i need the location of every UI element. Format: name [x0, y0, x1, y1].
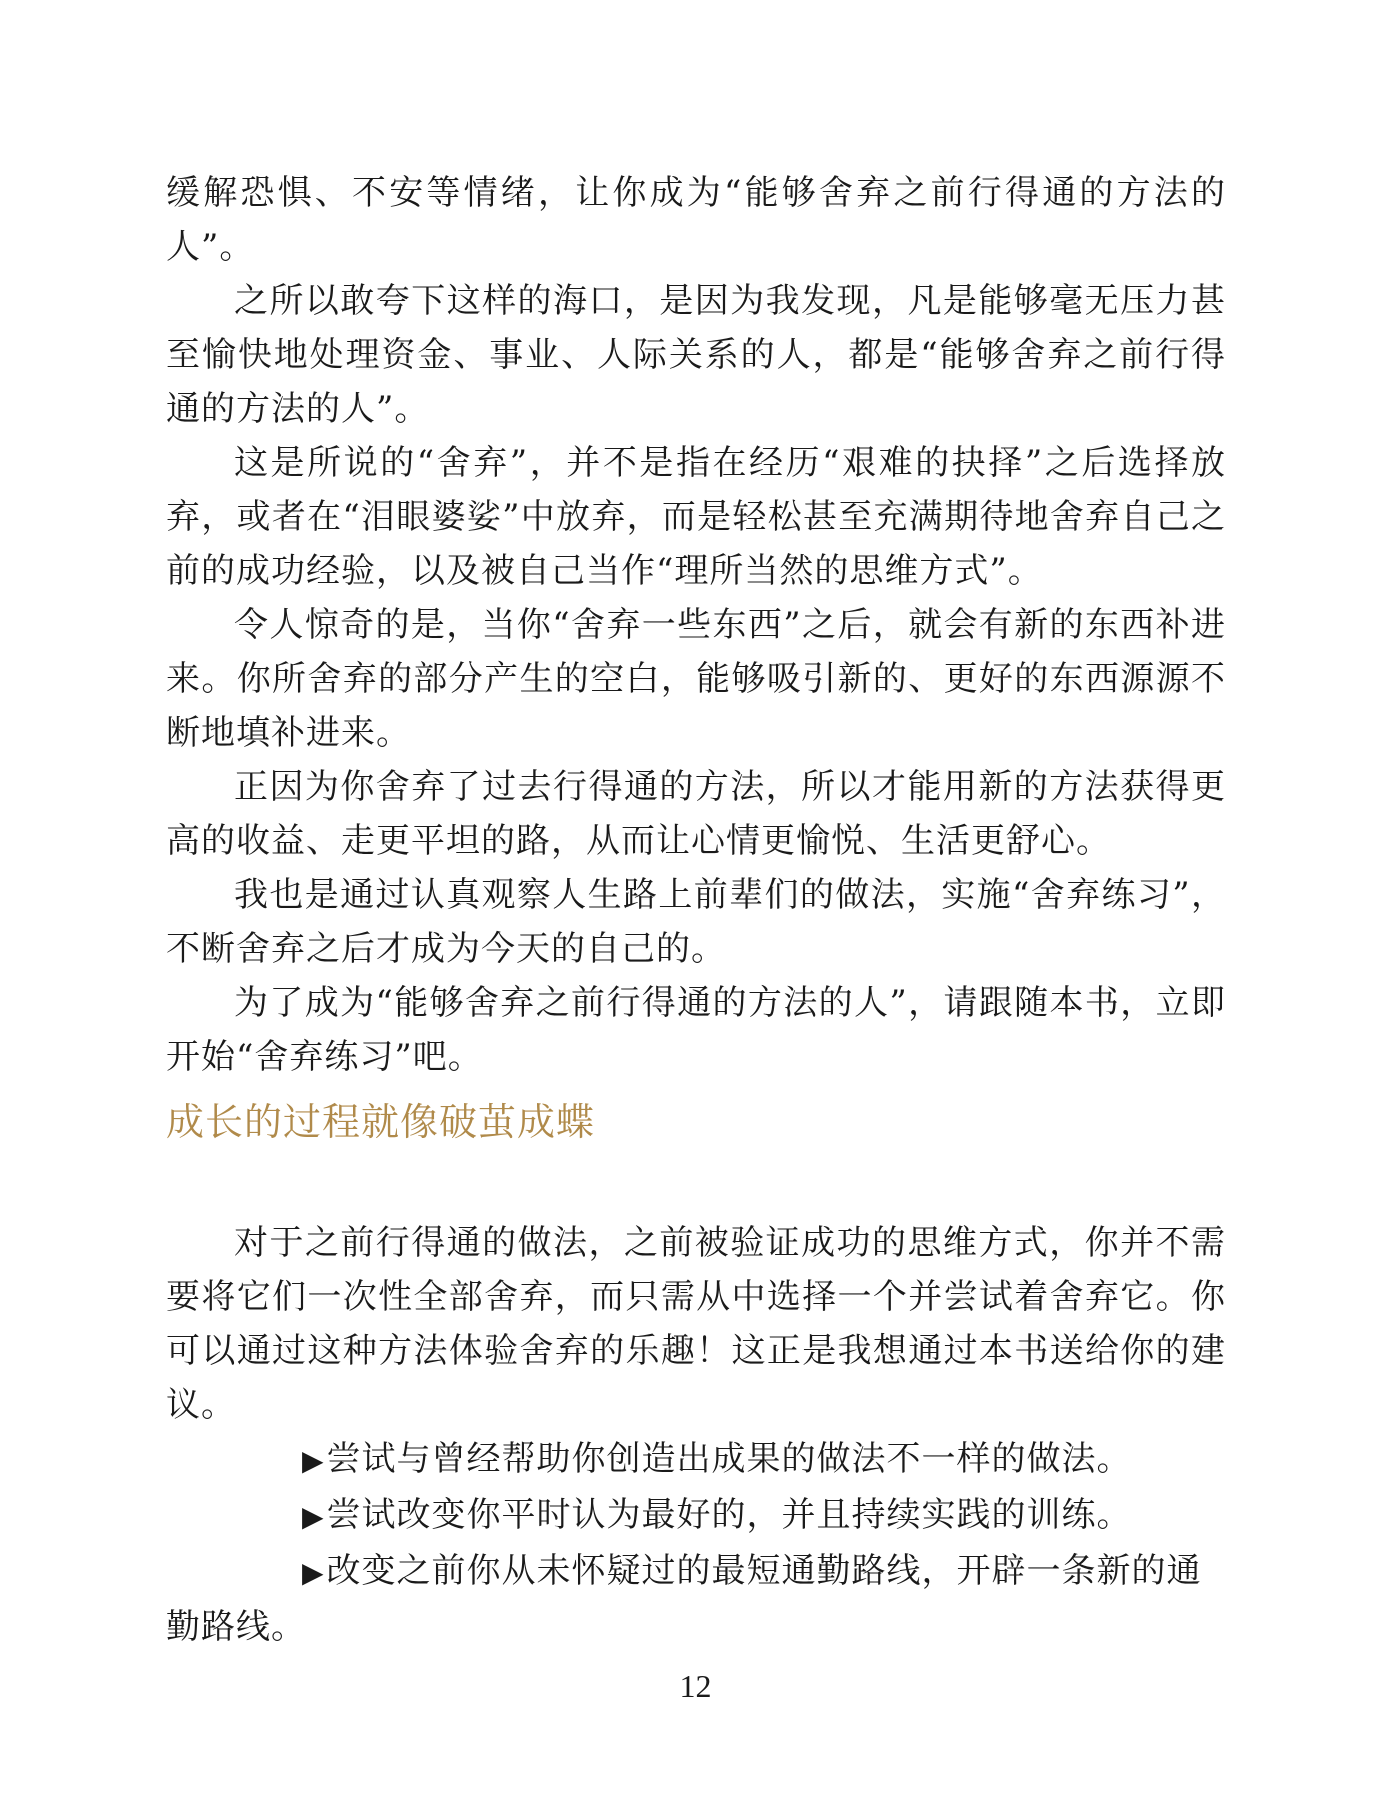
paragraph: 为了成为“能够舍弃之前行得通的方法的人”，请跟随本书，立即开始“舍弃练习”吧。 — [166, 983, 1226, 1077]
paragraph: 这是所说的“舍弃”，并不是指在经历“艰难的抉择”之后选择放弃，或者在“泪眼婆娑”中放弃，而是轻松甚至充满期待地舍弃自己之前的成功经验，以及被自己当作“理所当然的思维方式”。 — [166, 443, 1226, 591]
paragraph: 令人惊奇的是，当你“舍弃一些东西”之后，就会有新的东西补进来。你所舍弃的部分产生的空白，能够吸引新的、更好的东西源源不断地填补进来。 — [166, 605, 1226, 753]
bullet-item — [166, 1544, 1226, 1654]
body-text-section — [166, 1216, 1226, 1654]
paragraph-continuation: 缓解恐惧、不安等情绪，让你成为“能够舍弃之前行得通的方法的人”。 — [166, 173, 1226, 267]
triangle-bullet-icon: ▶ — [302, 1444, 325, 1477]
paragraph: 正因为你舍弃了过去行得通的方法，所以才能用新的方法获得更高的收益、走更平坦的路，从而让心情更愉悦、生活更舒心。 — [166, 767, 1226, 861]
paragraph: 之所以敢夸下这样的海口，是因为我发现，凡是能够毫无压力甚至愉快地处理资金、事业、人际关系的人，都是“能够舍弃之前行得通的方法的人”。 — [166, 281, 1226, 429]
section-heading: 成长的过程就像破茧成蝶 — [166, 1100, 596, 1144]
bullet-item — [166, 1432, 1226, 1488]
body-text-top — [166, 166, 1226, 1084]
bullet-text: 尝试改变你平时认为最好的，并且持续实践的训练。 — [326, 1495, 1132, 1535]
paragraph: 我也是通过认真观察人生路上前辈们的做法，实施“舍弃练习”，不断舍弃之后才成为今天的自己的。 — [166, 875, 1226, 969]
bullet-text: 改变之前你从未怀疑过的最短通勤路线，开辟一条新的通勤路线。 — [166, 1551, 1202, 1647]
triangle-bullet-icon: ▶ — [302, 1556, 325, 1589]
triangle-bullet-icon: ▶ — [302, 1500, 325, 1533]
bullet-text: 尝试与曾经帮助你创造出成果的做法不一样的做法。 — [326, 1439, 1132, 1479]
paragraph: 对于之前行得通的做法，之前被验证成功的思维方式，你并不需要将它们一次性全部舍弃，而只需从中选择一个并尝试着舍弃它。你可以通过这种方法体验舍弃的乐趣！这正是我想通过本书送给你的建议。 — [166, 1223, 1226, 1425]
page-number: 12 — [679, 1668, 712, 1704]
bullet-item — [166, 1488, 1226, 1544]
